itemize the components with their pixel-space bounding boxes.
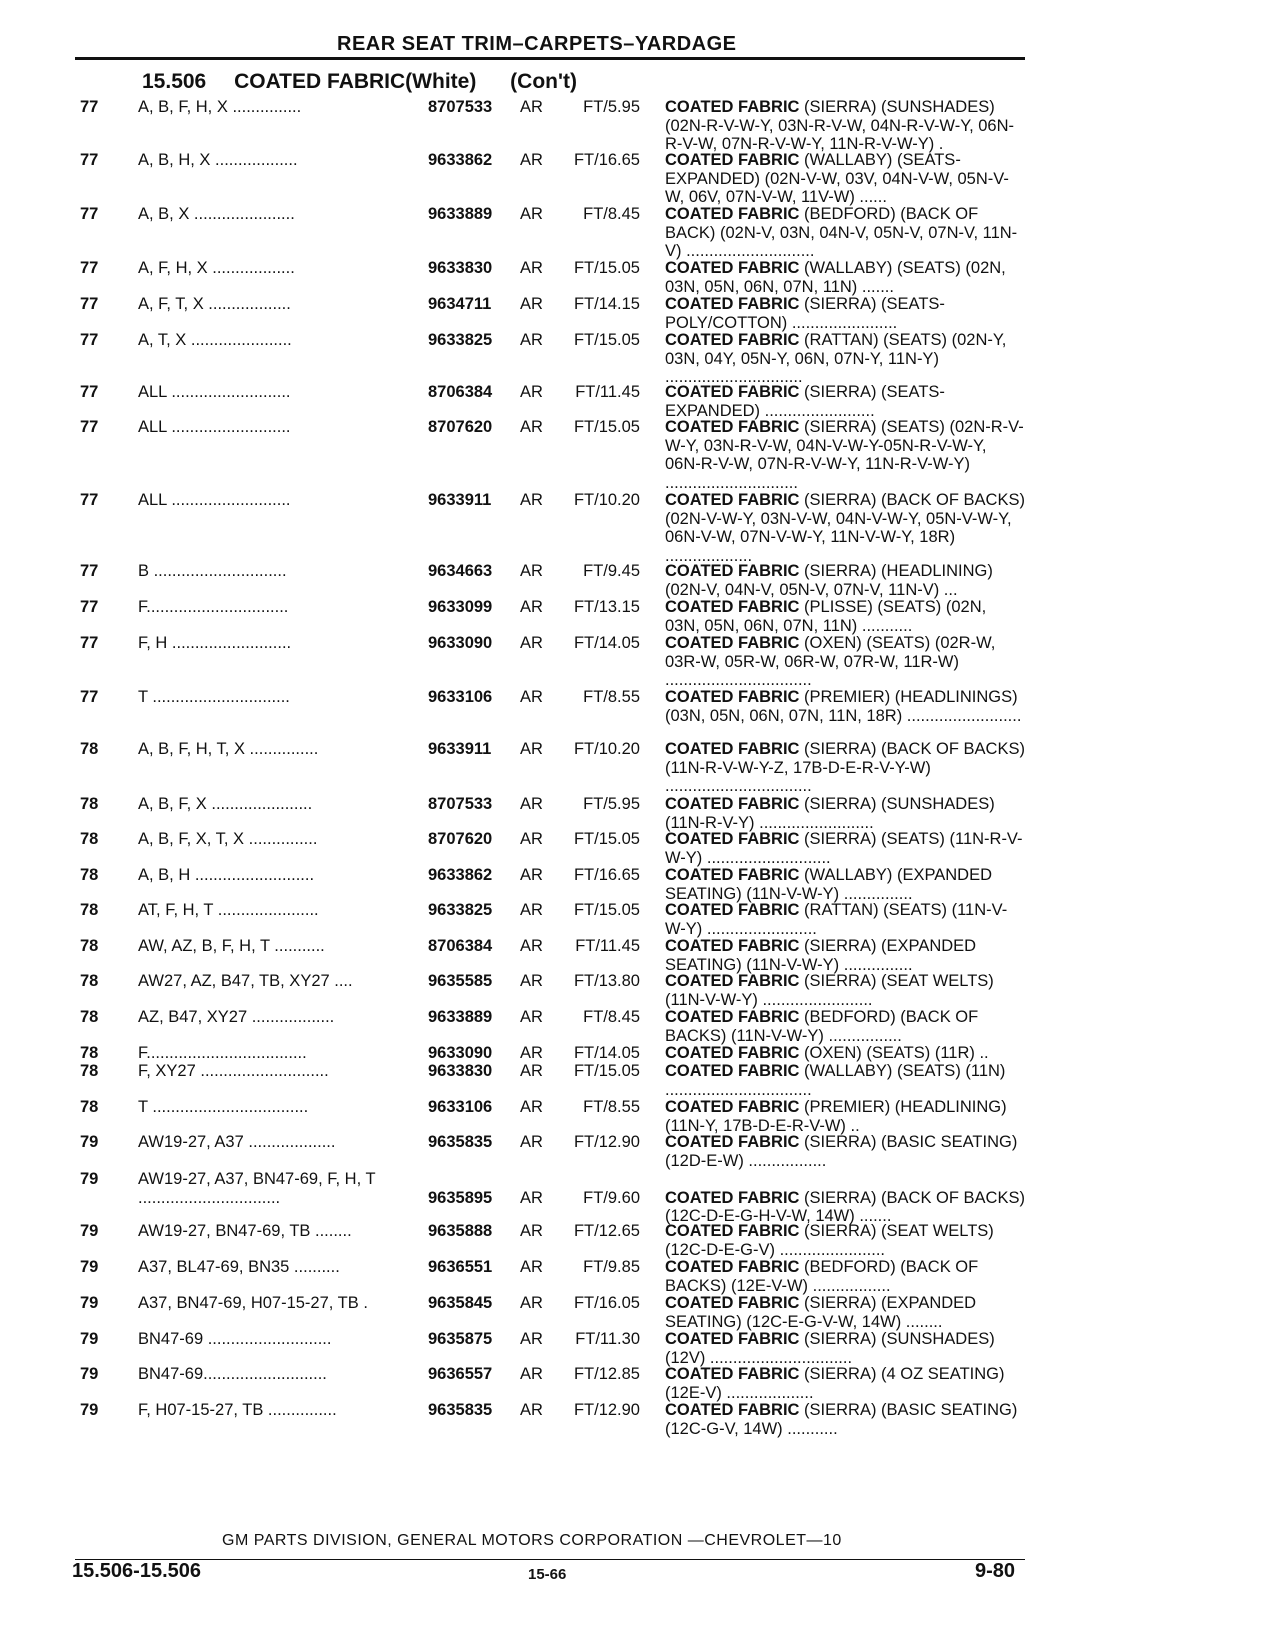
quantity: AR — [520, 1294, 543, 1312]
description-name: COATED FABRIC — [665, 205, 800, 223]
description — [665, 151, 1025, 207]
description-detail: (BEDFORD) (BACK OF BACKS) (11N-V-W-Y) ................ — [665, 1008, 979, 1045]
models: F, H07-15-27, TB ............... — [138, 1401, 337, 1419]
description-detail: (WALLABY) (EXPANDED SEATING) (11N-V-W-Y) ............... — [665, 866, 992, 903]
description-detail: (SIERRA) (SEATS-POLY/COTTON) ....................... — [665, 295, 945, 332]
unit-price: FT/16.65 — [573, 866, 640, 884]
part-number: 9635835 — [428, 1133, 493, 1151]
quantity: AR — [520, 383, 543, 401]
description — [665, 1294, 1025, 1331]
unit-price: FT/16.65 — [573, 151, 640, 169]
model-year: 77 — [80, 98, 99, 116]
description-detail: (SIERRA) (BACK OF BACKS) (02N-V-W-Y, 03N-V-W, 04N-V-W-Y, 05N-V-W-Y, 06N-V-W, 07N-V-W-Y, 11N-V-W-Y, 18R) ................... — [665, 491, 1025, 565]
description-detail: (WALLABY) (SEATS-EXPANDED) (02N-V-W, 03V, 04N-V-W, 05N-V-W, 06V, 07N-V-W, 11V-W) ...... — [665, 151, 1009, 207]
quantity: AR — [520, 1258, 543, 1276]
description-detail: (WALLABY) (SEATS) (11N) ................................ — [665, 1062, 1006, 1099]
description — [665, 1133, 1025, 1170]
description — [665, 972, 1025, 1009]
models: AW, AZ, B, F, H, T ........... — [138, 937, 325, 955]
model-year: 78 — [80, 1062, 99, 1080]
description-detail: (WALLABY) (SEATS) (02N, 03N, 05N, 06N, 07N, 11N) ....... — [665, 259, 1006, 296]
unit-price: FT/9.45 — [583, 562, 640, 580]
description-name: COATED FABRIC — [665, 1098, 800, 1116]
models: F................................... — [138, 1044, 307, 1062]
quantity: AR — [520, 1188, 543, 1207]
unit-price: FT/14.05 — [573, 1044, 640, 1062]
description-detail: (SIERRA) (SUNSHADES) (11N-R-V-Y) ......................... — [665, 795, 995, 832]
model-year: 79 — [80, 1258, 99, 1276]
quantity: AR — [520, 740, 543, 758]
description-detail: (SIERRA) (SEAT WELTS) (11N-V-W-Y) ........................ — [665, 972, 994, 1009]
part-number: 9633911 — [428, 740, 492, 758]
description — [665, 937, 1025, 974]
model-year: 78 — [80, 937, 99, 955]
description — [665, 1062, 1025, 1099]
description-detail: (SIERRA) (EXPANDED SEATING) (12C-E-G-V-W, 14W) ........ — [665, 1294, 977, 1331]
section-name: COATED FABRIC(White) — [234, 70, 477, 93]
description — [665, 598, 1025, 635]
description-name: COATED FABRIC — [665, 1401, 800, 1419]
model-year: 78 — [80, 830, 99, 848]
models: A, B, F, X, T, X ............... — [138, 830, 318, 848]
description — [665, 866, 1025, 903]
description — [665, 491, 1025, 565]
part-number: 8706384 — [428, 937, 493, 955]
description-name: COATED FABRIC — [665, 634, 800, 652]
quantity: AR — [520, 1098, 543, 1116]
description-name: COATED FABRIC — [665, 866, 800, 884]
model-year: 77 — [80, 205, 99, 223]
description-name: COATED FABRIC — [665, 418, 800, 436]
part-number: 9635875 — [428, 1330, 493, 1348]
description — [665, 331, 1025, 387]
description — [665, 1189, 1025, 1226]
description-name: COATED FABRIC — [665, 795, 800, 813]
description-detail: (PREMIER) (HEADLININGS) (03N, 05N, 06N, 07N, 11N, 18R) ......................... — [665, 688, 1022, 725]
unit-price: FT/8.55 — [583, 1098, 640, 1116]
unit-price: FT/15.05 — [573, 259, 640, 277]
description — [665, 1098, 1025, 1135]
header-rule — [75, 57, 1025, 60]
quantity: AR — [520, 491, 543, 509]
description-name: COATED FABRIC — [665, 937, 800, 955]
quantity: AR — [520, 1133, 543, 1151]
model-year: 79 — [80, 1133, 99, 1151]
description-name: COATED FABRIC — [665, 1294, 800, 1312]
description-detail: (SIERRA) (BACK OF BACKS) (12C-D-E-G-H-V-W, 14W) ....... — [665, 1188, 1025, 1226]
description — [665, 1258, 1025, 1295]
description — [665, 259, 1025, 296]
models: B ............................. — [138, 562, 287, 580]
models: BN47-69 ........................... — [138, 1330, 332, 1348]
unit-price: FT/9.60 — [583, 1188, 640, 1207]
models: A, F, H, X .................. — [138, 259, 295, 277]
models: A, B, F, H, T, X ............... — [138, 740, 319, 758]
models: T .................................. — [138, 1098, 309, 1116]
quantity: AR — [520, 1062, 543, 1080]
quantity: AR — [520, 259, 543, 277]
unit-price: FT/14.05 — [573, 634, 640, 652]
part-number: 9634711 — [428, 295, 492, 313]
section-continued: (Con't) — [510, 70, 577, 93]
description-detail: (OXEN) (SEATS) (11R) .. — [799, 1044, 989, 1062]
description-detail: (PLISSE) (SEATS) (02N, 03N, 05N, 06N, 07N, 11N) ........... — [665, 598, 987, 635]
model-year: 78 — [80, 866, 99, 884]
description — [665, 383, 1025, 420]
models: A, B, F, H, X ............... — [138, 98, 302, 116]
model-year: 78 — [80, 1044, 99, 1062]
unit-price: FT/16.05 — [573, 1294, 640, 1312]
model-year: 78 — [80, 901, 99, 919]
part-number: 8706384 — [428, 383, 493, 401]
description-name: COATED FABRIC — [665, 151, 800, 169]
quantity: AR — [520, 205, 543, 223]
part-number: 9635585 — [428, 972, 493, 990]
models: F, XY27 ............................ — [138, 1062, 329, 1080]
models: A, T, X ...................... — [138, 331, 292, 349]
description-name: COATED FABRIC — [665, 1044, 800, 1062]
description-detail: (SIERRA) (SUNSHADES) (02N-R-V-W-Y, 03N-R-V-W, 04N-R-V-W-Y, 06N-R-V-W, 07N-R-V-W-Y, 11N-R-V-W-Y) . — [665, 98, 1015, 154]
part-number: 9633099 — [428, 598, 493, 616]
quantity: AR — [520, 598, 543, 616]
models: A37, BN47-69, H07-15-27, TB . — [138, 1294, 368, 1312]
description-name: COATED FABRIC — [665, 1133, 800, 1151]
quantity: AR — [520, 1222, 543, 1240]
description-detail: (SIERRA) (4 OZ SEATING) (12E-V) ................... — [665, 1365, 1005, 1402]
model-year: 79 — [80, 1330, 99, 1348]
quantity: AR — [520, 866, 543, 884]
part-number: 9633911 — [428, 491, 492, 509]
quantity: AR — [520, 1330, 543, 1348]
part-number: 9633862 — [428, 151, 493, 169]
model-year: 79 — [80, 1170, 99, 1188]
unit-price: FT/15.05 — [573, 418, 640, 436]
unit-price: FT/11.45 — [575, 383, 640, 401]
description — [665, 1330, 1025, 1367]
models: A, F, T, X .................. — [138, 295, 291, 313]
quantity: AR — [520, 901, 543, 919]
part-number: 8707620 — [428, 830, 493, 848]
model-year: 79 — [80, 1222, 99, 1240]
description-name: COATED FABRIC — [665, 1365, 800, 1383]
part-number: 9633106 — [428, 688, 493, 706]
quantity: AR — [520, 295, 543, 313]
description-name: COATED FABRIC — [665, 491, 800, 509]
description-name: COATED FABRIC — [665, 688, 800, 706]
models: AW19-27, A37 ................... — [138, 1133, 336, 1151]
model-year: 78 — [80, 795, 99, 813]
quantity: AR — [520, 98, 543, 116]
description-detail: (SIERRA) (SUNSHADES) (12V) ............................... — [665, 1330, 995, 1367]
models: AW19-27, BN47-69, TB ........ — [138, 1222, 352, 1240]
part-number: 9633830 — [428, 259, 493, 277]
unit-price: FT/5.95 — [583, 98, 640, 116]
model-year: 77 — [80, 259, 99, 277]
footer-range: 15.506-15.506 — [72, 1560, 202, 1582]
quantity: AR — [520, 331, 543, 349]
part-number: 9633106 — [428, 1098, 493, 1116]
models: T .............................. — [138, 688, 290, 706]
description-detail: (BEDFORD) (BACK OF BACKS) (12E-V-W) ................. — [665, 1258, 979, 1295]
description-name: COATED FABRIC — [665, 1258, 800, 1276]
unit-price: FT/12.85 — [573, 1365, 640, 1383]
model-year: 77 — [80, 295, 99, 313]
models: F, H .......................... — [138, 634, 292, 652]
description-name: COATED FABRIC — [665, 972, 800, 990]
section-code: 15.506 — [142, 70, 207, 93]
description-detail: (PREMIER) (HEADLINING) (11N-Y, 17B-D-E-R-V-W) .. — [665, 1098, 1007, 1135]
unit-price: FT/13.80 — [573, 972, 640, 990]
description — [665, 688, 1025, 725]
quantity: AR — [520, 795, 543, 813]
part-number: 8707533 — [428, 795, 493, 813]
description-name: COATED FABRIC — [665, 295, 800, 313]
page-title: REAR SEAT TRIM–CARPETS–YARDAGE — [337, 33, 737, 55]
model-year: 77 — [80, 634, 99, 652]
part-number: 9635845 — [428, 1294, 493, 1312]
model-year: 78 — [80, 740, 99, 758]
unit-price: FT/8.55 — [583, 688, 640, 706]
model-year: 77 — [80, 331, 99, 349]
description — [665, 295, 1025, 332]
description-name: COATED FABRIC — [665, 1330, 800, 1348]
description-name: COATED FABRIC — [665, 598, 800, 616]
unit-price: FT/12.90 — [573, 1401, 640, 1419]
unit-price: FT/8.45 — [583, 205, 640, 223]
unit-price: FT/14.15 — [573, 295, 640, 313]
description-detail: (RATTAN) (SEATS) (02N-Y, 03N, 04Y, 05N-Y, 06N, 07N-Y, 11N-Y) .............................. — [665, 331, 1007, 387]
unit-price: FT/9.85 — [583, 1258, 640, 1276]
models: ALL .......................... — [138, 383, 291, 401]
model-year: 78 — [80, 972, 99, 990]
description — [665, 740, 1025, 796]
part-number: 9633090 — [428, 634, 493, 652]
description-detail: (SIERRA) (SEATS) (11N-R-V-W-Y) ........................... — [665, 830, 1023, 867]
unit-price: FT/15.05 — [573, 901, 640, 919]
description-name: COATED FABRIC — [665, 1008, 800, 1026]
description — [665, 562, 1025, 599]
unit-price: FT/11.45 — [575, 937, 640, 955]
description-detail: (SIERRA) (HEADLINING) (02N-V, 04N-V, 05N-V, 07N-V, 11N-V) ... — [665, 562, 993, 599]
unit-price: FT/8.45 — [583, 1008, 640, 1026]
footer-page-number: 15-66 — [528, 1566, 567, 1583]
description — [665, 1222, 1025, 1259]
description-name: COATED FABRIC — [665, 1062, 800, 1080]
description-name: COATED FABRIC — [665, 830, 800, 848]
unit-price: FT/11.30 — [575, 1330, 640, 1348]
model-year: 79 — [80, 1365, 99, 1383]
description-name: COATED FABRIC — [665, 1188, 800, 1207]
quantity: AR — [520, 1365, 543, 1383]
description-name: COATED FABRIC — [665, 331, 800, 349]
model-year: 79 — [80, 1294, 99, 1312]
models: F............................... — [138, 598, 289, 616]
part-number: 9636557 — [428, 1365, 493, 1383]
description — [665, 98, 1025, 154]
model-year: 77 — [80, 562, 99, 580]
description-detail: (OXEN) (SEATS) (02R-W, 03R-W, 05R-W, 06R-W, 07R-W, 11R-W) ................................ — [665, 634, 996, 690]
description — [665, 418, 1025, 492]
description-name: COATED FABRIC — [665, 259, 800, 277]
part-number: 9633889 — [428, 205, 493, 223]
quantity: AR — [520, 634, 543, 652]
description-detail: (SIERRA) (SEATS) (02N-R-V-W-Y, 03N-R-V-W, 04N-V-W-Y-05N-R-V-W-Y, 06N-R-V-W, 07N-R-V-W-Y, 11N-R-V-W-Y) ............................. — [665, 418, 1024, 492]
part-number: 9633825 — [428, 901, 493, 919]
model-year: 77 — [80, 418, 99, 436]
quantity: AR — [520, 151, 543, 169]
description — [665, 795, 1025, 832]
part-number: 9635895 — [428, 1188, 493, 1207]
description-name: COATED FABRIC — [665, 562, 800, 580]
part-number: 9635888 — [428, 1222, 493, 1240]
description-name: COATED FABRIC — [665, 740, 800, 758]
model-year: 77 — [80, 598, 99, 616]
part-number: 9633862 — [428, 866, 493, 884]
part-number: 8707620 — [428, 418, 493, 436]
quantity: AR — [520, 937, 543, 955]
description-detail: (BEDFORD) (BACK OF BACK) (02N-V, 03N, 04N-V, 05N-V, 07N-V, 11N-V) ............................ — [665, 205, 1018, 261]
model-year: 79 — [80, 1401, 99, 1419]
unit-price: FT/15.05 — [573, 1062, 640, 1080]
description-detail: (SIERRA) (SEATS-EXPANDED) ........................ — [665, 383, 945, 420]
part-number: 9636551 — [428, 1258, 493, 1276]
models: A, B, H, X .................. — [138, 151, 298, 169]
part-number: 9633090 — [428, 1044, 493, 1062]
description — [665, 634, 1025, 690]
part-number: 9633825 — [428, 331, 493, 349]
unit-price: FT/15.05 — [573, 830, 640, 848]
part-number: 8707533 — [428, 98, 493, 116]
model-year: 77 — [80, 688, 99, 706]
description-detail: (SIERRA) (SEAT WELTS) (12C-D-E-G-V) ....................... — [665, 1222, 994, 1259]
model-year: 77 — [80, 151, 99, 169]
unit-price: FT/13.15 — [573, 598, 640, 616]
quantity: AR — [520, 972, 543, 990]
unit-price: FT/15.05 — [573, 331, 640, 349]
description — [665, 901, 1025, 938]
part-number: 9635835 — [428, 1401, 493, 1419]
quantity: AR — [520, 1401, 543, 1419]
unit-price: FT/12.90 — [573, 1133, 640, 1151]
description-detail: (RATTAN) (SEATS) (11N-V-W-Y) ........................ — [665, 901, 1008, 938]
quantity: AR — [520, 688, 543, 706]
description — [665, 1401, 1025, 1438]
description-name: COATED FABRIC — [665, 383, 800, 401]
description-detail: (SIERRA) (BASIC SEATING) (12D-E-W) ................. — [665, 1133, 1018, 1170]
description — [665, 1365, 1025, 1402]
models: BN47-69........................... — [138, 1365, 327, 1383]
models: AW27, AZ, B47, TB, XY27 .... — [138, 972, 353, 990]
models: AZ, B47, XY27 .................. — [138, 1008, 335, 1026]
description — [665, 830, 1025, 867]
unit-price: FT/12.65 — [573, 1222, 640, 1240]
model-year: 78 — [80, 1098, 99, 1116]
models: A, B, H .......................... — [138, 866, 315, 884]
unit-price: FT/5.95 — [583, 795, 640, 813]
model-year: 77 — [80, 383, 99, 401]
models: A, B, X ...................... — [138, 205, 295, 223]
models: ALL .......................... — [138, 491, 291, 509]
description — [665, 1008, 1025, 1045]
description — [665, 1044, 1025, 1063]
description-detail: (SIERRA) (BASIC SEATING) (12C-G-V, 14W) ........... — [665, 1401, 1018, 1438]
quantity: AR — [520, 830, 543, 848]
model-year: 77 — [80, 491, 99, 509]
models: A, B, F, X ...................... — [138, 795, 313, 813]
models: AW19-27, A37, BN47-69, F, H, T ............................... — [138, 1170, 376, 1207]
quantity: AR — [520, 1008, 543, 1026]
quantity: AR — [520, 1044, 543, 1062]
quantity: AR — [520, 418, 543, 436]
models: ALL .......................... — [138, 418, 291, 436]
quantity: AR — [520, 562, 543, 580]
footer-rule — [75, 1559, 1025, 1560]
footer-date: 9-80 — [975, 1560, 1016, 1582]
description-name: COATED FABRIC — [665, 901, 800, 919]
model-year: 78 — [80, 1008, 99, 1026]
models: A37, BL47-69, BN35 .......... — [138, 1258, 340, 1276]
unit-price: FT/10.20 — [573, 740, 640, 758]
description-detail: (SIERRA) (BACK OF BACKS) (11N-R-V-W-Y-Z, 17B-D-E-R-V-Y-W) ................................ — [665, 740, 1025, 796]
part-number: 9634663 — [428, 562, 493, 580]
description-name: COATED FABRIC — [665, 98, 800, 116]
section-heading — [142, 70, 577, 94]
description-detail: (SIERRA) (EXPANDED SEATING) (11N-V-W-Y) ............... — [665, 937, 977, 974]
description — [665, 205, 1025, 261]
unit-price: FT/10.20 — [573, 491, 640, 509]
footer-division: GM PARTS DIVISION, GENERAL MOTORS CORPORATION —CHEVROLET—10 — [222, 1532, 842, 1549]
description-name: COATED FABRIC — [665, 1222, 800, 1240]
part-number: 9633889 — [428, 1008, 493, 1026]
part-number: 9633830 — [428, 1062, 493, 1080]
models: AT, F, H, T ...................... — [138, 901, 319, 919]
